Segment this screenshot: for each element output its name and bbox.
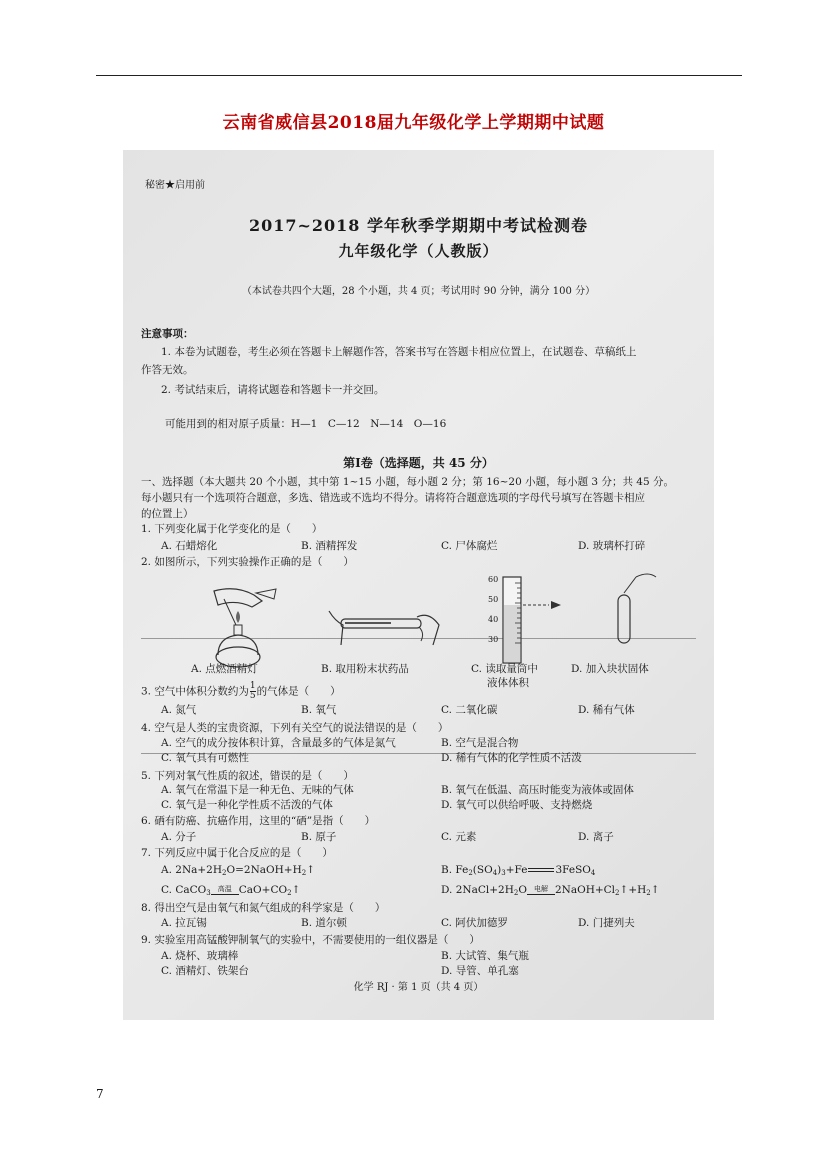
document-title: 云南省威信县2018届九年级化学上学期期中试题 [222,113,605,133]
q7-b-part3: ) [497,864,502,876]
q7-a-part2: O [226,864,236,876]
q7-a-arrow: ↑ [306,864,316,876]
part1-title: 第Ⅰ卷（选择题，共 45 分） [343,456,494,470]
equals-sign [528,868,554,872]
page-footer: 化学 RJ · 第 1 页（共 4 页） [353,982,484,993]
q3-stem-pre: 3. 空气中体积分数约为 [141,685,249,698]
q5-stem: 5. 下列对氧气性质的叙述，错误的是（ ） [141,770,354,782]
section1-instructions-3: 的位置上） [141,508,194,520]
page-number: 7 [96,1087,104,1101]
q7-d-part2: O [518,884,527,896]
q7-d-sub: 2 [513,889,519,897]
q1-option-b: B. 酒精挥发 [301,540,358,552]
q2-option-b: B. 取用粉末状药品 [321,663,409,675]
q7-option-c [161,884,300,898]
q5-option-c: C. 氧气是一种化学性质不活泼的气体 [161,799,333,811]
atomic-masses: 可能用到的相对原子质量：H—1 C—12 N—14 O—16 [165,418,447,430]
q4-option-b: B. 空气是混合物 [441,737,519,749]
q7-b-part: B. Fe [441,864,469,876]
q1-option-a: A. 石蜡熔化 [161,540,218,552]
cyl-tick-30: 30 [488,635,499,644]
q2-option-d: D. 加入块状固体 [571,663,649,675]
q8-stem: 8. 得出空气是由氧气和氮气组成的科学家是（ ） [141,902,386,914]
q7-c-sub2: 2 [287,889,292,897]
reaction-arrow [211,894,239,895]
q7-c-arrow: ↑ [291,884,301,896]
q7-d-sub3: 2 [646,889,651,897]
test-tube-powder-illustration [321,581,446,661]
q7-d-part3: ↑+H [619,884,647,896]
q3-fraction [250,682,256,701]
q4-stem: 4. 空气是人类的宝贵资源，下列有关空气的说法错误的是（ ） [141,722,449,734]
alcohol-lamp-illustration [196,577,286,669]
exam-subtitle: 九年级化学（人教版） [338,242,499,260]
exam-paper-photo [123,150,714,1020]
q8-option-c: C. 阿伏加德罗 [441,917,508,929]
notes-heading: 注意事项： [141,328,194,340]
q2-option-a: A. 点燃酒精灯 [191,663,258,675]
condition-label: 高温 [217,884,232,893]
q7-d-arrow: ↑ [650,884,660,896]
q7-a-products: =2NaOH+H [235,864,302,876]
header-rule [96,75,742,76]
q3-option-a: A. 氮气 [161,704,197,716]
section1-instructions: 一、选择题（本大题共 20 个小题，其中第 1~15 小题，每小题 2 分；第 16~20 小题，每小题 3 分；共 45 分。 [141,476,674,488]
q6-option-b: B. 原子 [301,831,337,843]
q5-option-b: B. 氧气在低温、高压时能变为液体或固体 [441,784,634,796]
q7-option-d [441,884,660,898]
q7-a-sub: 2 [222,869,227,877]
secret-label: 秘密★启用前 [145,180,205,191]
q3-stem [141,682,341,701]
q7-d-sub2: 2 [615,889,620,897]
q9-option-a: A. 烧杯、玻璃棒 [161,950,239,962]
frac-numerator: 1 [249,681,256,691]
q8-option-d: D. 门捷列夫 [578,917,635,929]
q2-option-c-cont: 液体体积 [487,677,529,689]
q7-c-products: CaO+CO [238,884,288,896]
q2-option-c: C. 读取量筒中 [471,663,538,675]
q9-option-b: B. 大试管、集气瓶 [441,950,529,962]
q7-c-part: C. CaCO [161,884,207,896]
q5-option-d: D. 氧气可以供给呼吸、支持燃烧 [441,799,593,811]
q7-b-sub2: 4 [492,869,498,877]
q4-option-d: D. 稀有气体的化学性质不活泼 [441,752,582,764]
q7-b-part4: +Fe [505,864,528,876]
q4-option-c: C. 氧气具有可燃性 [161,752,249,764]
q1-option-c: C. 尸体腐烂 [441,540,498,552]
q6-option-c: C. 元素 [441,831,477,843]
note-2: 2. 考试结束后，请将试题卷和答题卡一并交回。 [161,384,385,396]
q6-option-a: A. 分子 [161,831,197,843]
q3-option-b: B. 氧气 [301,704,337,716]
q7-option-a [161,864,315,878]
cyl-tick-40: 40 [488,615,499,624]
q4-option-a: A. 空气的成分按体积计算，含量最多的气体是氮气 [161,737,396,749]
q3-option-d: D. 稀有气体 [578,704,635,716]
q2-stem: 2. 如图所示，下列实验操作正确的是（ ） [141,556,354,568]
frac-denominator: 5 [249,691,256,701]
section1-instructions-2: 每小题只有一个选项符合题意，多选、错选或不选均不得分。请将符合题意选项的字母代号填写在答题卡相应 [141,492,645,504]
q7-c-condition [211,886,239,895]
q1-stem: 1. 下列变化属于化学变化的是（ ） [141,523,323,535]
q7-a-part: A. 2Na+2H [161,864,223,876]
cyl-tick-60: 60 [488,575,499,584]
q7-stem: 7. 下列反应中属于化合反应的是（ ） [141,847,333,859]
q1-option-d: D. 玻璃杯打碎 [578,540,646,552]
q8-option-a: A. 拉瓦锡 [161,917,207,929]
q7-d-products: 2NaOH+Cl [554,884,616,896]
q7-b-sub3: 3 [501,869,506,877]
q9-option-d: D. 导管、单孔塞 [441,965,519,977]
q7-b-products: 3FeSO [555,864,591,876]
q7-d-part: D. 2NaCl+2H [441,884,514,896]
q3-option-c: C. 二氧化碳 [441,704,498,716]
condition-label: 电解 [533,884,548,893]
q6-stem: 6. 硒有防癌、抗癌作用，这里的“硒”是指（ ） [141,815,376,827]
q7-a-sub2: 2 [301,869,307,877]
exam-info: （本试卷共四个大题，28 个小题，共 4 页；考试用时 90 分钟，满分 100 分） [241,286,596,297]
note-1-cont: 作答无效。 [141,364,194,376]
q7-b-part2: (SO [472,864,493,876]
q9-option-c: C. 酒精灯、铁架台 [161,965,249,977]
q7-option-b [441,864,595,878]
exam-title: 2017~2018 学年秋季学期期中考试检测卷 [248,216,589,235]
q3-stem-post: 的气体是（ ） [256,685,341,698]
reaction-arrow [527,894,555,895]
q6-option-d: D. 离子 [578,831,614,843]
cyl-tick-50: 50 [488,595,499,604]
q9-stem: 9. 实验室用高锰酸钾制氧气的实验中，不需要使用的一组仪器是（ ） [141,934,480,946]
q7-b-sub1: 2 [468,869,473,877]
q7-c-sub: 3 [206,889,211,897]
q7-b-sub4: 4 [590,869,596,877]
q8-option-b: B. 道尔顿 [301,917,347,929]
note-1: 1. 本卷为试题卷，考生必须在答题卡上解题作答，答案书写在答题卡相应位置上，在试题卷、草稿纸上 [161,346,637,358]
q5-option-a: A. 氧气在常温下是一种无色、无味的气体 [161,784,354,796]
q7-d-condition [527,886,555,895]
test-tube-solid-illustration [596,569,666,649]
